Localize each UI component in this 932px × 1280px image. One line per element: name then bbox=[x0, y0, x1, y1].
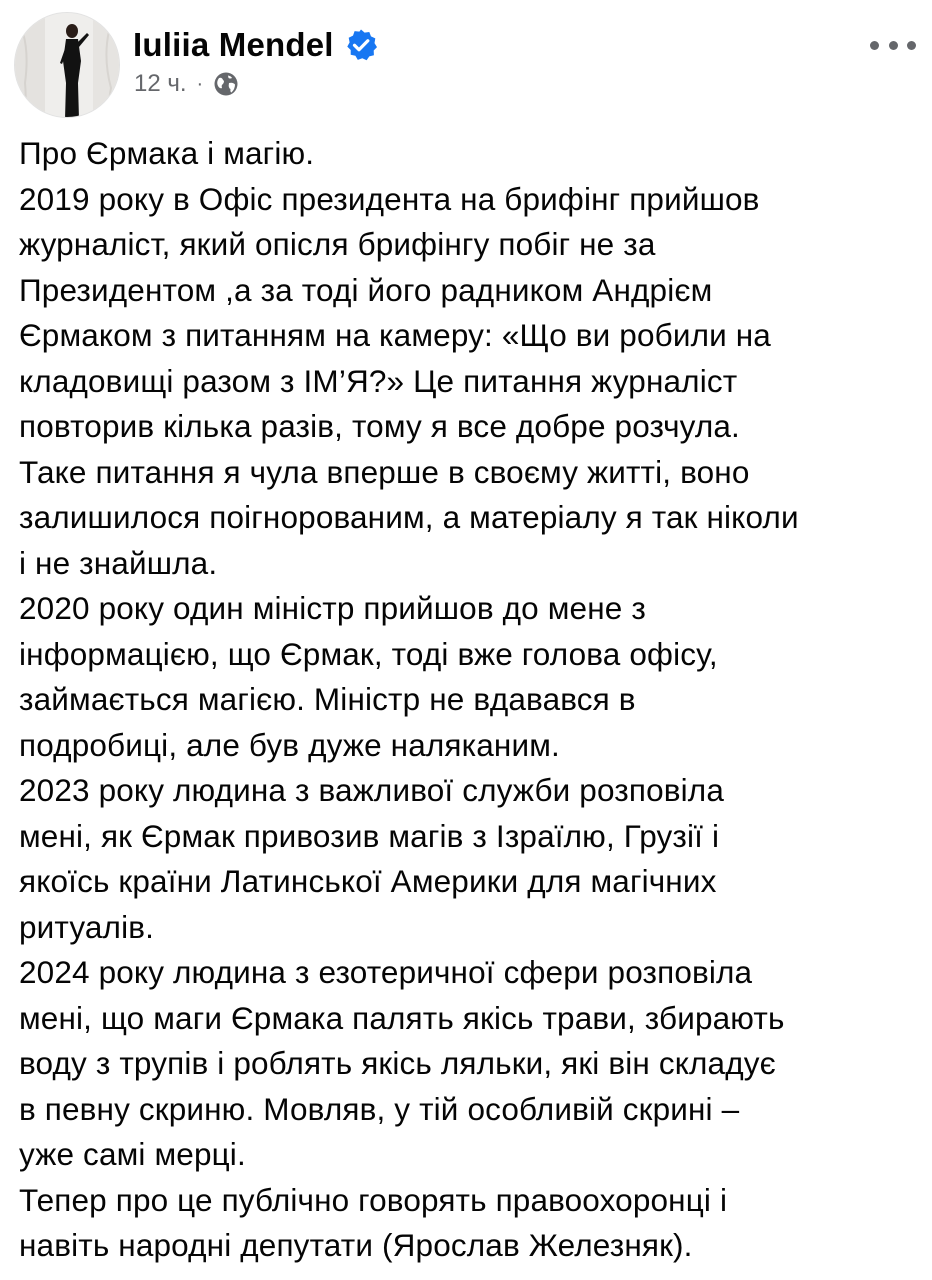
author-avatar[interactable] bbox=[14, 12, 120, 118]
post-text-line: залишилося поігнорованим, а матеріалу я так ніколи bbox=[19, 499, 799, 535]
author-name[interactable]: Iuliia Mendel bbox=[133, 26, 334, 63]
post-text-line: Єрмаком з питанням на камеру: «Що ви робили на bbox=[19, 317, 771, 353]
avatar-photo bbox=[15, 13, 120, 118]
post-text-line: 2024 року людина з езотеричної сфери розповіла bbox=[19, 954, 753, 990]
post-timestamp[interactable]: 12 ч. bbox=[134, 70, 187, 97]
post-text-line: мені, як Єрмак привозив магів з Ізраїлю, Грузії і bbox=[19, 817, 720, 854]
author-line bbox=[133, 26, 378, 64]
post-text-line: подробиці, але був дуже наляканим. bbox=[19, 726, 560, 763]
post-text-line: 2020 року один міністр прийшов до мене з bbox=[19, 590, 646, 626]
post-text-line: уже самі мерці. bbox=[19, 1136, 246, 1172]
post-text-line: інформацією, що Єрмак, тоді вже голова офісу, bbox=[19, 635, 718, 672]
post-header bbox=[0, 0, 932, 120]
verified-badge-icon bbox=[344, 28, 378, 62]
post-text-line: 2023 року людина з важливої служби розповіла bbox=[19, 772, 724, 808]
post-text-line: повторив кілька разів, тому я все добре розчула. bbox=[19, 408, 740, 444]
post-text-line: займається магією. Міністр не вдавався в bbox=[19, 681, 636, 717]
more-options-button[interactable] bbox=[870, 30, 916, 60]
globe-icon[interactable] bbox=[213, 71, 239, 97]
post-text-line: воду з трупів і роблять якісь ляльки, які він складує bbox=[19, 1045, 776, 1081]
post-text-line: в певну скриню. Мовляв, у тій особливій скрині – bbox=[19, 1090, 740, 1127]
meta-separator: · bbox=[196, 72, 204, 95]
post-text-line: журналіст, який опісля брифінгу побіг не за bbox=[19, 226, 656, 262]
post-text-line: Таке питання я чула вперше в своєму житті, воно bbox=[19, 453, 750, 490]
post-text-line: 2019 року в Офіс президента на брифінг прийшов bbox=[19, 180, 760, 217]
post-text-line: мені, що маги Єрмака палять якісь трави, збирають bbox=[19, 999, 785, 1036]
post-text-line: Тепер про це публічно говорять правоохоронці і bbox=[19, 1181, 728, 1218]
post-text-line: кладовищі разом з ІМ’Я?» Це питання журналіст bbox=[19, 362, 738, 399]
post-text bbox=[19, 131, 919, 1269]
more-dot-icon bbox=[907, 41, 916, 50]
post-text-line: ритуалів. bbox=[19, 908, 155, 945]
post-text-line: якоїсь країни Латинської Америки для магічних bbox=[19, 863, 717, 899]
more-dot-icon bbox=[889, 41, 898, 50]
post-text-line: навіть народні депутати (Ярослав Железняк). bbox=[19, 1227, 693, 1263]
post-meta bbox=[134, 70, 239, 98]
more-dot-icon bbox=[870, 41, 879, 50]
post-text-line: і не знайшла. bbox=[19, 544, 218, 581]
post-text-line: Президентом ,а за тоді його радником Андрієм bbox=[19, 271, 713, 308]
post-text-line: Про Єрмака і магію. bbox=[19, 135, 315, 171]
